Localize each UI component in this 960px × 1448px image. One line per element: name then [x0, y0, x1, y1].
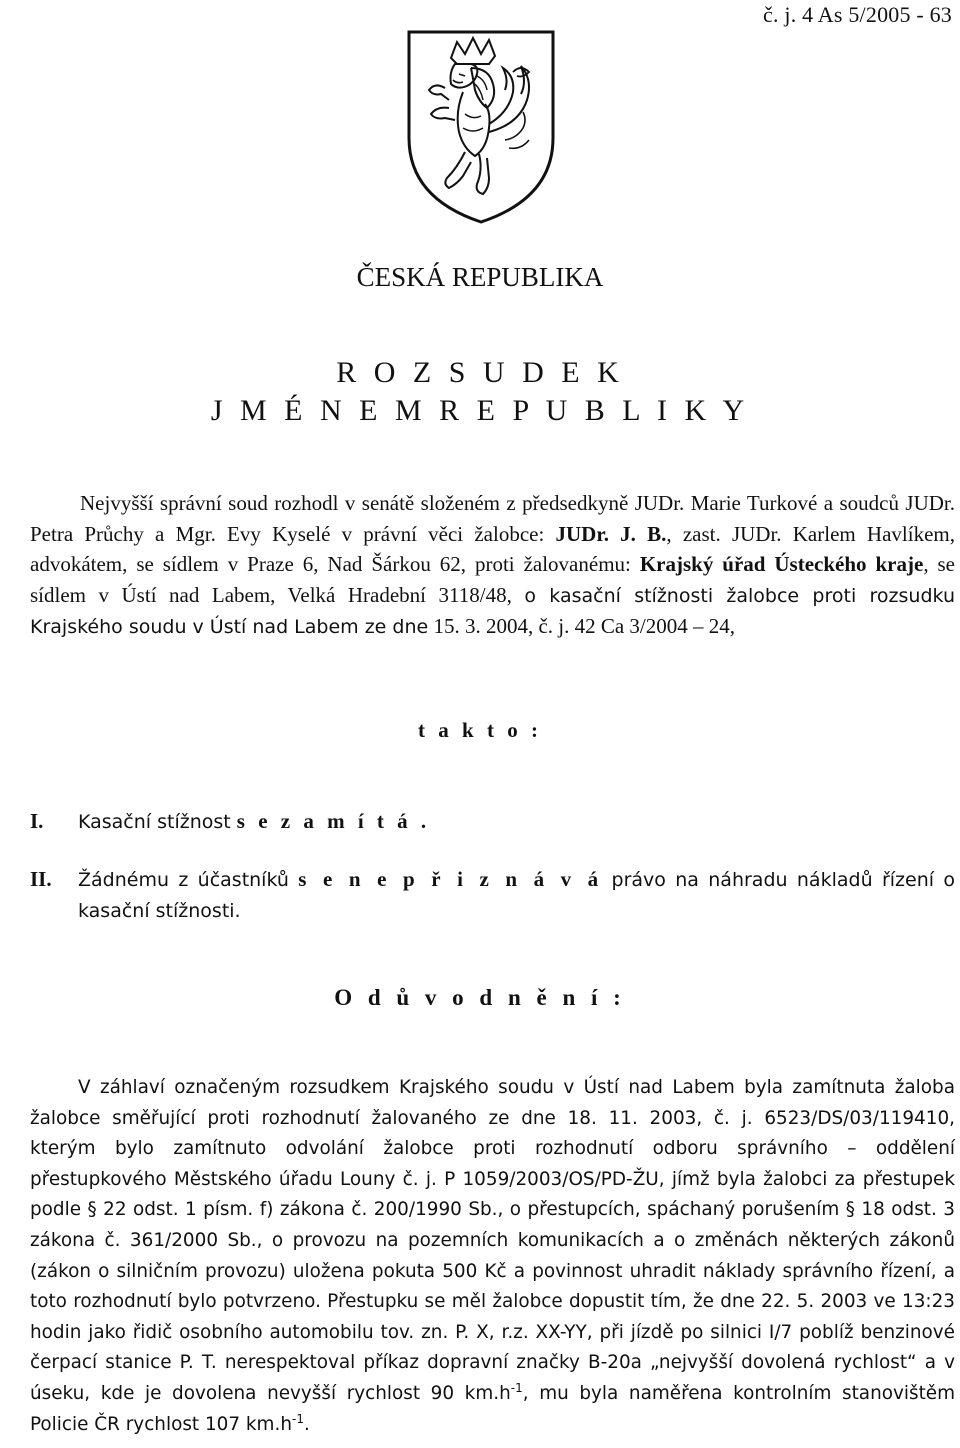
verdict-heading: t a k t o : [418, 718, 542, 742]
verdict-number: II. [30, 867, 52, 891]
unit-exponent: -1 [291, 1411, 304, 1426]
intro-text-a: Nejvyšší správní soud rozhodl v senátě složeném z předsedkyně JUDr. Marie Turkové a soudců JUDr. Petra Průchy a Mgr. Evy Kyselé v právní věci žalobce: [30, 491, 955, 546]
plaintiff-name: JUDr. J. B. [555, 521, 667, 546]
reasoning-text-2: , mu byla naměřena kontrolním stanovištěm Policie ČR rychlost 107 km.h [30, 1382, 956, 1435]
case-reference: č. j. 4 As 5/2005 - 63 [763, 2, 952, 27]
reasoning-text-1: V záhlaví označeným rozsudkem Krajského soudu v Ústí nad Labem byla zamítnuta žaloba žalobce směřující proti rozhodnutí žalovaného ze dne 18. 11. 2003, č. j. 6523/DS/03/119410, kterým bylo zamítnuto odvolání žalobce proti rozhodnutí odboru správního – oddělení přestupkového Městského úřadu Louny č. j. P 1059/2003/OS/PD-ŽU, jímž byla žalobci za přestupek podle § 22 odst. 1 písm. f) zákona č. 200/1990 Sb., o přestupcích, spáchaný porušením § 18 odst. 3 zákona č. 361/2000 Sb., o provozu na pozemních komunikacích a o změnách některých zákonů (zákon o silničním provozu) uložena pokuta 500 Kč a povinnost uhradit náklady správního řízení, a toto rozhodnutí bylo potvrzeno. Přestupku se měl žalobce dopustit tím, že dne 22. 5. 2003 ve 13:23 hodin jako řidič osobního automobilu tov. zn. P. X, r.z. XX-YY, při jízdě po silnici I/7 poblíž benzinové čerpací stanice P. T. nerespektoval příkaz dopravní značky B-20a „nejvyšší dovolená rychlost“ a v úseku, kde je dovolena nevyšší rychlost 90 km.h [30, 1077, 955, 1404]
intro-text [30, 488, 955, 643]
reasoning-paragraph [30, 1073, 955, 1440]
judgment-title: R O Z S U D E K [336, 356, 624, 389]
verdict-number: I. [30, 809, 44, 833]
verdict-text-end: právo na náhradu nákladů řízení o kasační stížnosti. [78, 869, 955, 922]
country-heading: ČESKÁ REPUBLIKA [356, 262, 604, 292]
reasoning-text-3: . [303, 1413, 310, 1435]
verdict-text: Kasační stížnost [78, 811, 237, 833]
intro-text-e: 15. 3. 2004, č. j. 42 Ca 3/2004 – 24, [428, 614, 736, 638]
intro-text-b: , zast. JUDr. Karlem Havlíkem, advokátem, se sídlem v Praze 6, Nad Šárkou 62, proti žalovanému: [30, 521, 955, 576]
verdict-item-2 [30, 864, 955, 926]
intro-paragraph [30, 488, 955, 643]
judgment-subtitle: J M É N E M R E P U B L I K Y [210, 394, 750, 427]
unit-exponent: -1 [510, 1380, 523, 1395]
reasoning-heading: O d ů v o d n ě n í : [334, 985, 626, 1010]
verdict-item-1 [30, 806, 955, 837]
verdict-decision: s e z a m í t á . [236, 809, 431, 833]
intro-text-c: , se sídlem v Ústí nad Labem, Velká Hradební 3118/48, [30, 552, 955, 607]
verdict-decision: s e n e p ř i z n á v á [298, 867, 603, 891]
defendant-name: Krajský úřad Ústeckého kraje [639, 552, 924, 576]
verdict-text: Žádnému z účastníků [78, 869, 299, 891]
intro-text-d: o kasační stížnosti žalobce proti rozsudku Krajského soudu v Ústí nad Labem ze dne [30, 584, 955, 638]
czech-lion-coat-of-arms-icon [405, 28, 557, 226]
